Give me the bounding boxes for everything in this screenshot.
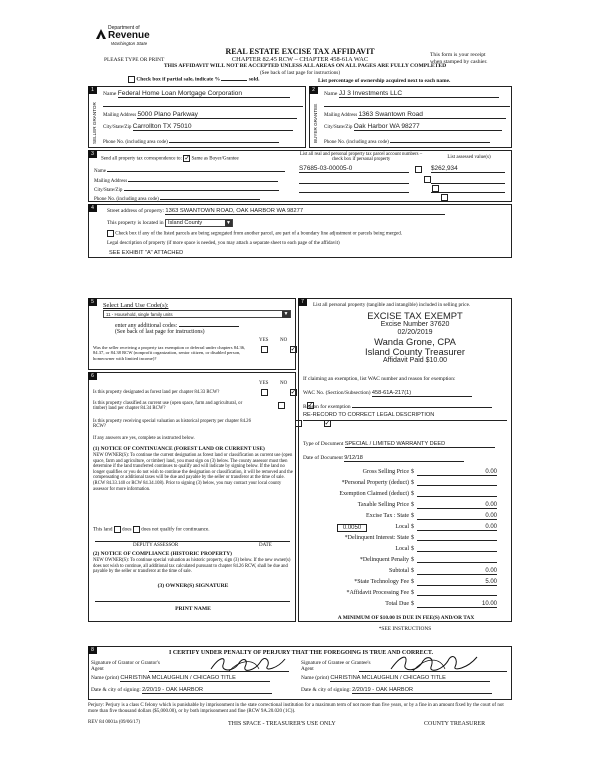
calc-label: *Delinquent Interest: State [344, 535, 409, 541]
seller-city-label: City/State/Zip [103, 125, 132, 130]
calc-value[interactable]: 0.00 [417, 568, 497, 575]
section-8-number: 8 [88, 646, 97, 654]
calc-value[interactable]: 0.00 [417, 513, 497, 520]
section-6 [88, 372, 296, 622]
doc-date-row [303, 455, 464, 462]
grantee-name-field[interactable]: CHRISTINA MCLAUGHLIN / CHICAGO TITLE [330, 675, 490, 682]
grantor-name-label: Name (print) [91, 675, 119, 681]
section-4-number: 4 [88, 204, 97, 212]
corr-phone-row [94, 194, 294, 202]
historic-title: (2) NOTICE OF COMPLIANCE (HISTORIC PROPERTY) [93, 551, 232, 557]
parcel-field-2[interactable] [299, 179, 409, 184]
does-not-checkbox[interactable] [133, 526, 140, 533]
calc-label: Local [395, 524, 409, 530]
buyer-city-field[interactable]: Oak Harbor WA 98277 [354, 123, 502, 131]
wac-label: WAC No. (Section/Subsection) [303, 390, 371, 396]
s6-yes-header: YES [259, 381, 269, 386]
stamp-line-1: EXCISE TAX EXEMPT [367, 310, 463, 321]
calc-row-taxable [299, 502, 513, 512]
corr-mailing-field[interactable] [128, 176, 278, 182]
continuance-text: NEW OWNER(S): To continue the current designation as forest land or classification as current use (open space, farm and agriculture, or timber) land, you must sign on (3) below. The county assessor must then determine if the land transferred continues to qualify and will indicate by signing below. If the land no longer qualifies or you do not wish to continue the designation or classification, it will be removed and the compensating or additional taxes will be due and payable by the seller or transferor at the time of sale. (RCW 84.33.140 or RCW 84.34.108). Prior to signing (3) below, you may contact your local county assessor for more information. [93, 453, 293, 492]
exempt-question: Was the seller receiving a property tax exemption or deferral under chapters 84.36, 84.37, or 84.38 RCW (nonprofit organization, senior citizen, or disabled person, homeowner with limited income)? [93, 345, 246, 361]
dollar-sign: $ [411, 524, 414, 530]
dollar-sign: $ [411, 546, 414, 552]
calc-label: *State Technology Fee [354, 579, 409, 585]
section-4 [88, 204, 512, 258]
seller-name-row [103, 90, 303, 98]
this-land-label: This land [93, 526, 113, 533]
calc-row-gross [299, 469, 513, 479]
dollar-sign: $ [411, 590, 414, 596]
section-6-number: 6 [88, 372, 97, 380]
calc-row-total [299, 601, 513, 611]
grantor-date-label: Date & city of signing: [91, 687, 141, 693]
wac-row [303, 390, 472, 397]
dept-state: Washington State [111, 41, 148, 46]
grantor-name-field[interactable]: CHRISTINA MCLAUGHLIN / CHICAGO TITLE [120, 675, 270, 682]
calc-label: Gross Selling Price [362, 469, 409, 475]
buyer-name-label: Name [324, 91, 338, 97]
calc-row-tech-fee [299, 579, 513, 589]
county-treasurer-label: COUNTY TREASURER [424, 721, 486, 727]
calc-value[interactable] [417, 590, 497, 596]
stamp-line-2: Excise Number 37620 [380, 321, 450, 328]
forest-question: Is this property designated as forest land per chapter 84.33 RCW? [93, 390, 220, 395]
current-use-question: Is this property classified as current use (open space, farm and agricultural, or timber) land per chapter 84.34 RCW? [93, 401, 243, 412]
seller-mailing-field[interactable]: 5000 Plano Parkway [137, 111, 297, 119]
doc-type-row [303, 441, 495, 448]
minimum-note: A MINIMUM OF $10.00 IS DUE IN FEE(S) AND/OR TAX [337, 615, 475, 621]
section-3 [88, 150, 512, 202]
grantor-sig-label: Signature of Grantor or Grantor's Agent [91, 660, 160, 672]
reason-field[interactable]: RE-RECORD TO CORRECT LEGAL DESCRIPTION [303, 412, 435, 418]
dollar-sign: $ [411, 491, 414, 497]
same-as-buyer-checkbox[interactable] [183, 155, 190, 162]
no-header: NO [280, 338, 288, 343]
calc-row-penalty [299, 557, 513, 567]
segregated-label: Check box if any of the listed parcels are being segregated from another parcel, are part of a boundary line adjustment or parcels being merged. [115, 231, 402, 237]
claim-label: If claiming an exemption, list WAC number and reason for exemption: [303, 376, 456, 382]
seller-section [88, 86, 306, 148]
current-use-yes-checkbox[interactable] [278, 402, 285, 409]
located-label: This property is located in [107, 220, 164, 226]
assessed-field-2[interactable] [431, 179, 505, 184]
see-back: (See back of last page for instructions) [259, 70, 341, 76]
owner-signature-label: (3) OWNER(S) SIGNATURE [157, 583, 229, 589]
parcel-field-3[interactable] [299, 188, 409, 193]
list-pct-note: List percentage of ownership acquired next to each name. [318, 78, 451, 84]
grantor-signature [209, 653, 289, 675]
corr-city-label: City/State/Zip [94, 188, 123, 193]
buyer-phone-row [324, 137, 510, 145]
legal-label: Legal description of property (if more space is needed, you may attach a separate sheet to each page of the affidavit) [107, 241, 340, 246]
section-2-number: 2 [309, 86, 318, 94]
stamp-line-6: Affidavit Paid $10.00 [382, 357, 448, 364]
buyer-city-label: City/State/Zip [324, 125, 353, 130]
parcel-header: List all real and personal property tax parcel account numbers – check box if personal property [299, 152, 423, 163]
partial-sale-pct[interactable] [221, 80, 247, 81]
print-name-label: PRINT NAME [175, 606, 211, 612]
seller-phone-field[interactable] [169, 137, 279, 143]
buyer-side-label: BUYER GRANTEE [313, 103, 318, 143]
historic-question: Is this property receiving special valuation as historical property per chapter 84.26 RCW? [93, 419, 251, 430]
dollar-sign: $ [411, 535, 414, 541]
grantee-name-row [301, 675, 490, 682]
calc-label: *Affidavit Processing Fee [346, 590, 409, 596]
calc-value[interactable] [417, 535, 497, 541]
continuance-row [93, 526, 210, 533]
calc-label: Local [395, 546, 409, 552]
buyer-phone-label: Phone No. (including area code) [324, 140, 389, 145]
calc-value[interactable]: 0.00 [417, 502, 497, 509]
land-use-see-back: (See back of last page for instructions) [115, 329, 205, 335]
deputy-label: DEPUTY ASSESSOR [133, 543, 179, 548]
assessed-field-4[interactable] [431, 197, 505, 202]
calc-value[interactable]: 0.00 [417, 469, 497, 476]
revenue-logo-mark-icon [95, 28, 107, 40]
grantee-signature [389, 651, 479, 675]
dollar-sign: $ [411, 513, 414, 519]
calc-value[interactable]: 10.00 [417, 601, 497, 608]
exempt-stamp [335, 311, 495, 365]
corr-name-field[interactable] [107, 166, 285, 172]
forest-no-checkbox[interactable] [290, 389, 297, 396]
deputy-line [95, 541, 290, 542]
doc-date-field[interactable]: 9/12/18 [344, 455, 464, 462]
calc-value[interactable] [417, 546, 497, 552]
section-7-number: 7 [298, 298, 307, 306]
assessed-field-3[interactable] [431, 188, 505, 193]
exempt-yes-checkbox[interactable] [261, 346, 268, 353]
dollar-sign: $ [411, 601, 414, 607]
grantee-date-row [301, 687, 492, 694]
stamp-line-4: Wanda Grone, CPA [374, 336, 456, 347]
dollar-sign: $ [411, 557, 414, 563]
corr-city-field[interactable] [124, 185, 279, 191]
partial-sale-label: Check box if partial sale, indicate % [136, 76, 221, 83]
personal-property-label: List all personal property (tangible and intangible) included in selling price. [313, 302, 471, 308]
calc-row-del-int-state [299, 535, 513, 545]
does-not-label: does not [141, 526, 159, 533]
county-select[interactable] [165, 219, 233, 227]
buyer-city-row [324, 123, 510, 131]
does-checkbox[interactable] [114, 526, 121, 533]
grantee-date-label: Date & city of signing: [301, 687, 351, 693]
grantee-sig-label: Signature of Grantee or Grantee's Agent [301, 660, 371, 672]
corr-name-row [94, 166, 294, 174]
type-or-print: PLEASE TYPE OR PRINT [104, 57, 165, 63]
grantor-date-field[interactable]: 2/20/19 - OAK HARBOR [142, 687, 272, 694]
send-correspondence-label: Send all property tax correspondence to: [101, 156, 182, 162]
corr-phone-label: Phone No. (including area code) [94, 197, 159, 202]
continuance-title: (1) NOTICE OF CONTINUANCE (FOREST LAND OR CURRENT USE) [93, 446, 265, 452]
partial-sale-sold: sold. [248, 76, 260, 83]
stamp-line-3: 02/20/2019 [397, 329, 433, 336]
seller-name-field[interactable]: Federal Home Loan Mortgage Corporation [118, 90, 290, 98]
seller-name-line-2 [103, 106, 303, 107]
buyer-mailing-row [324, 111, 510, 119]
calc-label: *Personal Property (deduct) [341, 480, 409, 486]
see-instructions: *SEE INSTRUCTIONS [378, 626, 432, 632]
calc-row-del-int-local [299, 546, 513, 556]
seller-phone-row [103, 137, 303, 145]
additional-codes-field[interactable] [179, 321, 239, 327]
seller-city-field[interactable]: Carrollton TX 75010 [133, 123, 293, 131]
calc-row-local-tax [299, 524, 513, 534]
land-use-title: Select Land Use Code(s): [103, 302, 169, 309]
stamp-line-5: Island County Treasurer [364, 346, 466, 357]
wac-field[interactable]: 458-61A-217(1) [372, 390, 472, 397]
deputy-date-label: DATE [259, 543, 272, 548]
seller-side-label: SELLER GRANTOR [92, 102, 97, 144]
segregated-checkbox[interactable] [107, 230, 114, 237]
exempt-no-checkbox[interactable] [290, 346, 297, 353]
form-warning: THIS AFFIDAVIT WILL NOT BE ACCEPTED UNLESS ALL AREAS ON ALL PAGES ARE FULLY COMPLETED [163, 63, 447, 69]
qualify-label: qualify for continuance. [159, 526, 210, 533]
reason-label: Reason for exemption [303, 404, 351, 410]
form-chapter: CHAPTER 82.45 RCW – CHAPTER 458-61A WAC [231, 56, 369, 63]
doc-type-field[interactable]: SPECIAL / LIMITED WARRANTY DEED [345, 441, 495, 448]
dollar-sign: $ [411, 480, 414, 486]
buyer-mailing-field[interactable]: 1363 Swantown Road [358, 111, 506, 119]
buyer-section [309, 86, 512, 148]
buyer-name-line-2 [324, 106, 510, 107]
parcel-field-1[interactable]: S7685-03-00005-0 [299, 165, 409, 173]
partial-sale-row [128, 76, 259, 83]
local-rate-field[interactable]: 0.0050 [337, 524, 367, 532]
section-1-number: 1 [88, 86, 97, 94]
grantor-name-row [91, 675, 270, 682]
calc-label: Excise Tax : State [366, 513, 409, 519]
land-use-code: 11 - Household, single family units [106, 312, 173, 317]
assessed-header: List assessed value(s) [447, 155, 491, 160]
treasurer-use-label: THIS SPACE - TREASURER'S USE ONLY [228, 721, 336, 727]
calc-row-subtotal [299, 568, 513, 578]
dollar-sign: $ [411, 502, 414, 508]
revenue-logo [95, 25, 157, 55]
rev-number: REV 84 0001a (09/06/17) [88, 720, 140, 725]
located-row [107, 219, 233, 227]
county-value: Island County [167, 220, 203, 226]
seller-phone-label: Phone No. (including area code) [103, 140, 168, 145]
corr-city-row [94, 185, 294, 193]
seller-mailing-row [103, 111, 303, 119]
section-3-number: 3 [88, 150, 97, 158]
chevron-down-icon: ▼ [225, 220, 231, 226]
seller-mailing-label: Mailing Address [103, 113, 137, 118]
street-field[interactable]: 1363 SWANTOWN ROAD, OAK HARBOR WA 98277 [165, 208, 445, 215]
reason-line-2 [303, 420, 507, 421]
grantee-date-field[interactable]: 2/20/19 - OAK HARBOR [352, 687, 492, 694]
historic-text: NEW OWNER(S): To continue special valuation as historic property, sign (3) below. If the new owner(s) does not wish to continue, all additional tax calculated pursuant to chapter 84.26 RCW, shall be due and payable by the seller or transferor at the time of sale. [93, 558, 291, 575]
receipt-note-2: when stamped by cashier. [430, 59, 488, 65]
owner-signature-line[interactable] [95, 601, 290, 602]
dollar-sign: $ [411, 568, 414, 574]
yes-header: YES [259, 338, 269, 343]
calc-row-state-tax [299, 513, 513, 523]
buyer-mailing-label: Mailing Address [324, 113, 358, 118]
buyer-phone-field[interactable] [390, 137, 490, 143]
send-correspondence-row [101, 155, 239, 162]
calc-label: Total Due [385, 601, 409, 607]
parcel-2-personal-checkbox[interactable] [424, 176, 431, 183]
section-5-number: 5 [88, 298, 97, 306]
doc-date-label: Date of Document [303, 455, 343, 461]
seller-name-label: Name [103, 91, 117, 97]
street-label: Street address of property: [107, 208, 165, 214]
land-use-select[interactable] [103, 310, 291, 318]
receipt-note-1: This form is your receipt [430, 52, 486, 58]
corr-phone-field[interactable] [160, 194, 260, 200]
corr-mailing-label: Mailing Address [94, 179, 128, 184]
reason-line [352, 402, 492, 408]
seller-city-row [103, 123, 303, 131]
calc-label: *Delinquent Penalty [359, 557, 409, 563]
dept-revenue: Revenue [108, 30, 150, 41]
grantee-name-label: Name (print) [301, 675, 329, 681]
reason-row [303, 402, 492, 410]
parcel-field-4[interactable] [299, 197, 409, 202]
calc-row-exemption [299, 491, 513, 501]
form-title: REAL ESTATE EXCISE TAX AFFIDAVIT [225, 47, 375, 56]
does-label: does [122, 526, 132, 533]
calc-value[interactable]: 5.00 [417, 579, 497, 586]
additional-codes-row [115, 321, 239, 329]
calc-value[interactable] [417, 491, 497, 497]
section-8 [88, 646, 512, 700]
calc-label: Taxable Selling Price [357, 502, 409, 508]
parcel-1-personal-checkbox[interactable] [415, 166, 422, 173]
corr-mailing-row [94, 176, 294, 184]
s6-no-header: NO [280, 381, 288, 386]
grantor-date-row [91, 687, 272, 694]
chevron-down-icon: ▼ [283, 312, 289, 317]
dollar-sign: $ [411, 579, 414, 585]
perjury-note: Perjury: Perjury is a class C felony which is punishable by imprisonment in the state correctional institution for a maximum term of not more than five years, or by a fine in an amount fixed by the court of not more than five thousand dollars ($5,000.00), or by both imprisonment and fine (RCW 9A.20.020 (1C)). [88, 703, 504, 714]
same-as-buyer-label: Same as Buyer/Grantee [191, 156, 239, 162]
certify-statement: I CERTIFY UNDER PENALTY OF PERJURY THAT THE FOREGOING IS TRUE AND CORRECT. [168, 650, 433, 656]
calc-row-processing-fee [299, 590, 513, 600]
buyer-name-row [324, 90, 510, 98]
calc-label: Subtotal [388, 568, 409, 574]
dollar-sign: $ [411, 469, 414, 475]
dept-of: Department of [108, 25, 140, 31]
calc-row-personal [299, 480, 513, 490]
partial-sale-checkbox[interactable] [128, 76, 135, 83]
calc-value[interactable] [417, 480, 497, 486]
section-5 [88, 298, 296, 370]
forest-yes-checkbox[interactable] [261, 389, 268, 396]
section-7 [298, 298, 512, 622]
calc-value[interactable]: 0.00 [417, 524, 497, 531]
assessed-field-1[interactable]: $262,934 [431, 165, 505, 173]
additional-codes-label: enter any additional codes: [115, 323, 178, 329]
calc-value[interactable] [417, 557, 497, 563]
buyer-name-field[interactable]: JJ 3 Investments LLC [339, 90, 499, 98]
doc-type-label: Type of Document [303, 441, 344, 447]
street-row [107, 208, 445, 215]
calc-label: Exemption Claimed (deduct) [339, 491, 409, 497]
legal-field[interactable]: SEE EXHIBIT "A" ATTACHED [109, 250, 184, 256]
if-yes-note: If any answers are yes, complete as instructed below. [93, 436, 195, 441]
corr-name-label: Name [94, 169, 106, 174]
segregated-row [107, 230, 402, 237]
